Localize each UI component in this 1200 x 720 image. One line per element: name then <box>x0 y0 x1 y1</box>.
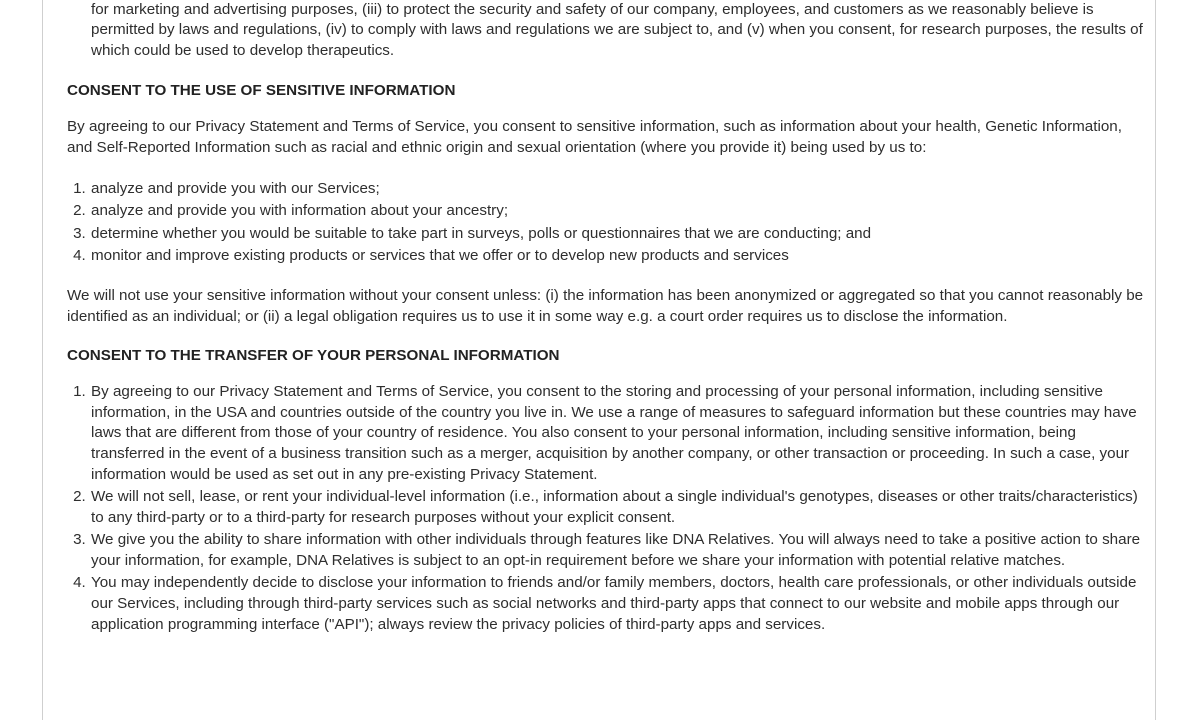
sensitive-uses-list <box>67 179 1147 267</box>
top-list <box>67 0 1147 61</box>
list-item: 2. analyze and provide you with information about your ancestry; <box>90 201 1147 222</box>
sensitive-closing-paragraph: We will not use your sensitive information without your consent unless: (i) the information has been anonymized or aggregated so that you cannot reasonably be identified as an individual; or (ii) a legal obligation requires us to use it in some way e.g. a court order requires us to disclose the information. <box>67 286 1144 325</box>
section-title-sensitive: CONSENT TO THE USE OF SENSITIVE INFORMATION <box>67 82 456 100</box>
list-item: 1. By agreeing to our Privacy Statement and Terms of Service, you consent to the storing and processing of your personal information, including sensitive information, in the USA and countries outside of the country you live in. We use a range of measures to safeguard information but these countries may have laws that are different from those of your country of residence. You also consent to your personal information, including sensitive information, being transferred in the event of a business transition such as a merger, acquisition by another company, or other transaction or proceeding. In such a case, your information would be used as set out in any pre-existing Privacy Statement. <box>90 382 1147 485</box>
list-item: 3. We give you the ability to share information with other individuals through features like DNA Relatives. You will always need to take a positive action to share your information, for example, DNA Relatives is subject to an opt-in requirement before we share your information with potential relative matches. <box>90 530 1147 571</box>
list-item: 4. You may independently decide to disclose your information to friends and/or family members, doctors, health care professionals, or other individuals outside our Services, including through third-party services such as social networks and third-party apps that connect to our website and mobile apps through our application programming interface ("API"); always review the privacy policies of third-party apps and services. <box>90 573 1147 635</box>
section-title-transfer: CONSENT TO THE TRANSFER OF YOUR PERSONAL INFORMATION <box>67 347 560 365</box>
sensitive-intro-paragraph: By agreeing to our Privacy Statement and Terms of Service, you consent to sensitive information, such as information about your health, Genetic Information, and Self-Reported Information such as racial and ethnic origin and sexual orientation (where you provide it) being used by us to: <box>67 118 1122 156</box>
list-item: 3. determine whether you would be suitable to take part in surveys, polls or questionnaires that we are conducting; and <box>90 224 1147 245</box>
list-item: 4. monitor and improve existing products or services that we offer or to develop new products and services <box>90 246 1147 267</box>
list-item: 2. We will not sell, lease, or rent your individual-level information (i.e., information about a single individual's genotypes, diseases or other traits/characteristics) to any third-party or to a third-party for research purposes without your explicit consent. <box>90 487 1147 528</box>
transfer-list <box>67 382 1147 635</box>
privacy-document <box>67 0 1147 637</box>
list-item: 2. for marketing and advertising purposes, (iii) to protect the security and safety of our company, employees, and customers as we reasonably believe is permitted by laws and regulations, (iv) to comply with laws and regulations we are subject to, and (v) when you consent, for research purposes, the results of which could be used to develop therapeutics. <box>90 0 1147 61</box>
list-item: 1. analyze and provide you with our Services; <box>90 179 1147 200</box>
